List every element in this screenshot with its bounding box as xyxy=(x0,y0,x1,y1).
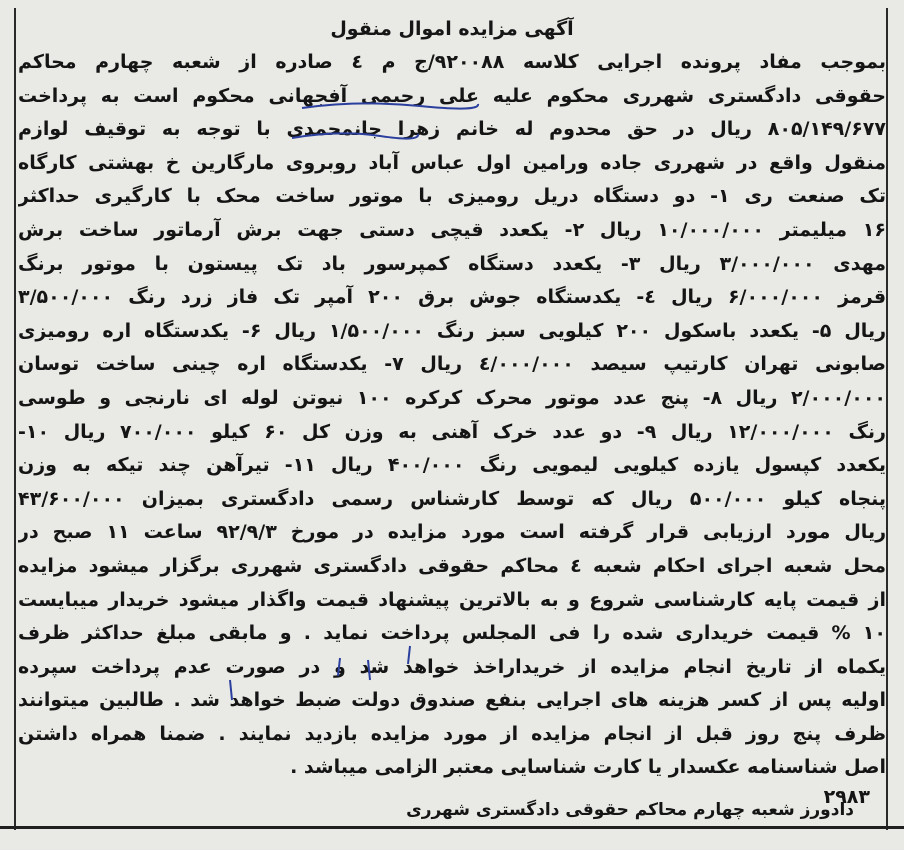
notice-line: منقول واقع در شهرری جاده ورامین اول عباس آباد روبروی مارگارین خ بهشتی کارگاه xyxy=(18,151,886,174)
notice-line: پنجاه کیلو ۵۰۰/۰۰۰ ریال که توسط کارشناس رسمی دادگستری بمیزان ۴۳/۶۰۰/۰۰۰ xyxy=(18,487,886,510)
notice-line: اصل شناسنامه عکسدار یا کارت شناسایی معتبر الزامی میباشد . xyxy=(290,756,886,779)
notice-body xyxy=(18,46,886,785)
notice-title: آگهی مزایده اموال منقول xyxy=(330,18,574,40)
bottom-rule xyxy=(0,826,904,829)
notice-line: صابونی تهران کارتیپ سیصد ٤/۰۰۰/۰۰۰ ریال ۷- یکدستگاه اره چینی ساخت توسان xyxy=(18,353,886,376)
notice-line: قرمز ۶/۰۰۰/۰۰۰ ریال ٤- یکدستگاه جوش برق ۲۰۰ آمپر تک فاز زرد رنگ ۳/۵۰۰/۰۰۰ xyxy=(18,286,886,309)
notice-line: ظرف پنج روز قبل از انجام مزایده از مورد مزایده بازدید نمایند . ضمنا همراه داشتن xyxy=(18,722,886,745)
notice-line: حقوقی دادگستری شهرری محکوم علیه علی رحیمی آفجهانی محکوم است به پرداخت xyxy=(18,84,886,107)
notice-line: ریال مورد ارزیابی قرار گرفته است مورد مزایده در مورخ ۹۲/۹/۳ ساعت ۱۱ صبح در xyxy=(18,521,886,544)
notice-line: ۲/۰۰۰/۰۰۰ ریال ۸- پنج عدد موتور محرک کرکره ۱۰۰ نیوتن لوله ای نارنجی و طوسی xyxy=(18,386,886,409)
notice-line: از قیمت پایه کارشناسی شروع و به بالاترین پیشنهاد قیمت واگذار میشود خریدار میبایست xyxy=(18,588,886,611)
notice-line: ۱۰ % قیمت خریداری شده را فی المجلس پرداخت نماید . و مابقی مبلغ حداکثر ظرف xyxy=(18,622,886,645)
notice-line: ۸۰۵/۱۴۹/۶۷۷ ریال در حق محدوم له خانم زهرا جانمحمدی با توجه به توقیف لوازم xyxy=(18,118,886,141)
notice-line: بموجب مفاد پرونده اجرایی کلاسه ۹۲۰۰۸۸/ج م ٤ صادره از شعبه چهارم محاکم xyxy=(18,51,886,73)
notice-line: محل شعبه اجرای احکام شعبه ٤ محاکم حقوقی دادگستری شهرری برگزار میشود مزایده xyxy=(18,554,886,577)
notice-line: ریال ۵- یکعدد باسکول ۲۰۰ کیلویی سبز رنگ ۱/۵۰۰/۰۰۰ ریال ۶- یکدستگاه اره رومیزی xyxy=(18,319,886,342)
notice-line: تک صنعت ری ۱- دو دستگاه دریل رومیزی با موتور ساخت محک با کارگیری حداکثر xyxy=(18,185,886,208)
signature: دادورز شعبه چهارم محاکم حقوقی دادگستری شهرری xyxy=(406,800,854,820)
notice-line: اولیه پس از کسر هزینه های اجرایی بنفع صندوق دولت ضبط خواهد شد . طالبین میتوانند xyxy=(18,689,886,712)
notice-line: ۱۶ میلیمتر ۱۰/۰۰۰/۰۰۰ ریال ۲- یکعدد قیچی دستی جهت برش آرماتور ساخت برش xyxy=(18,218,886,241)
notice-line: یکعدد کپسول یازده کیلویی لیمویی رنگ ۴۰۰/۰۰۰ ریال ۱۱- تیرآهن چند تیکه به وزن xyxy=(18,454,886,477)
ad-number: ۲۹۸۳ xyxy=(823,786,870,808)
notice-line: یکماه از تاریخ انجام مزایده از خریداراخذ خواهد شد و در صورت عدم پرداخت سپرده xyxy=(18,655,886,678)
notice-line: رنگ ۱۲/۰۰۰/۰۰۰ ریال ۹- دو عدد خرک آهنی به وزن کل ۶۰ کیلو ۷۰۰/۰۰۰ ریال ۱۰- xyxy=(18,420,886,443)
notice-line: مهدی ۳/۰۰۰/۰۰۰ ریال ۳- یکعدد دستگاه کمپرسور باد تک پیستون با موتور برنگ xyxy=(18,252,886,275)
